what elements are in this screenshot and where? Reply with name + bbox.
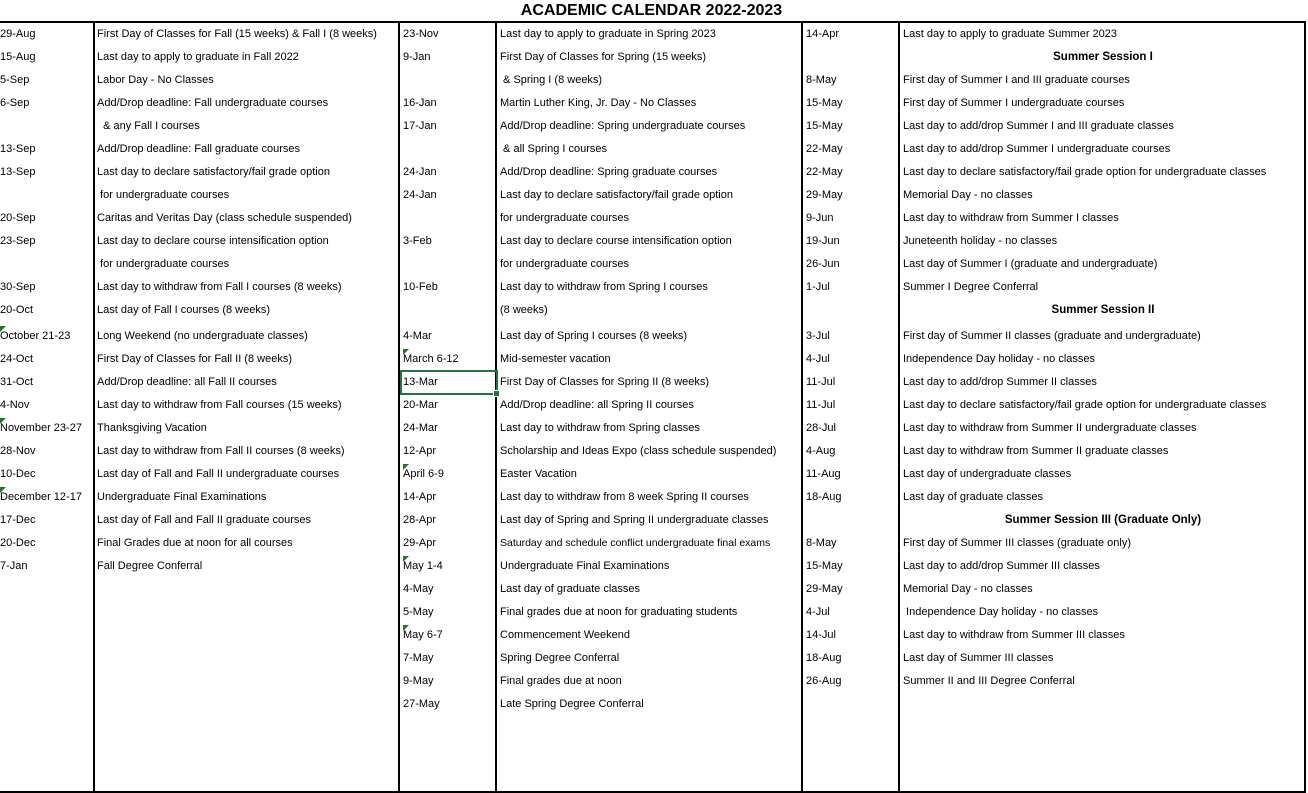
column-divider xyxy=(398,21,400,791)
event-date[interactable]: 11-Jul xyxy=(806,376,836,388)
event-date[interactable]: November 23-27 xyxy=(0,422,82,434)
event-date[interactable]: 8-May xyxy=(806,537,837,549)
event-description[interactable]: Add/Drop deadline: Spring graduate courses xyxy=(500,166,718,178)
event-date[interactable]: 29-Apr xyxy=(403,537,437,549)
event-description[interactable]: Independence Day holiday - no classes xyxy=(903,606,1099,618)
event-description[interactable]: Long Weekend (no undergraduate classes) xyxy=(97,330,308,342)
event-description[interactable]: Last day to add/drop Summer III classes xyxy=(903,560,1100,572)
event-description[interactable]: Last day of Summer I (graduate and undergraduate) xyxy=(903,258,1158,270)
event-date[interactable]: 1-Jul xyxy=(806,281,830,293)
selected-cell-outline xyxy=(400,370,498,395)
event-description[interactable]: Last day to declare satisfactory/fail grade option xyxy=(500,189,733,201)
event-description[interactable]: Final grades due at noon for graduating students xyxy=(500,606,738,618)
event-date[interactable]: May 1-4 xyxy=(403,560,443,572)
event-description[interactable]: Memorial Day - no classes xyxy=(903,583,1033,595)
event-date[interactable]: 4-Mar xyxy=(403,330,432,342)
event-date[interactable]: 10-Dec xyxy=(0,468,36,480)
session-header[interactable]: Summer Session II xyxy=(1051,304,1155,316)
event-date[interactable]: 15-May xyxy=(806,97,843,109)
event-description[interactable]: Final grades due at noon xyxy=(500,675,622,687)
comment-marker-icon xyxy=(403,349,409,355)
event-description[interactable]: Last day to add/drop Summer II classes xyxy=(903,376,1097,388)
event-description[interactable]: Last day of graduate classes xyxy=(500,583,641,595)
event-description[interactable]: Last day of Fall and Fall II graduate courses xyxy=(97,514,312,526)
event-description[interactable]: Caritas and Veritas Day (class schedule suspended) xyxy=(97,212,352,224)
event-date[interactable]: 4-May xyxy=(403,583,434,595)
event-date[interactable]: 13-Sep xyxy=(0,143,36,155)
event-date[interactable]: 4-Jul xyxy=(806,353,830,365)
event-date[interactable]: 5-May xyxy=(403,606,434,618)
event-date[interactable]: 29-Aug xyxy=(0,28,36,40)
event-date[interactable]: 3-Feb xyxy=(403,235,432,247)
comment-marker-icon xyxy=(0,487,6,493)
event-description[interactable]: Last day to withdraw from Summer II undergraduate classes xyxy=(903,422,1197,434)
event-description[interactable]: Last day of Fall I courses (8 weeks) xyxy=(97,304,271,316)
event-date[interactable]: April 6-9 xyxy=(403,468,444,480)
comment-marker-icon xyxy=(403,464,409,470)
event-description[interactable]: First Day of Classes for Spring II (8 weeks) xyxy=(500,376,710,388)
event-description[interactable]: Saturday and schedule conflict undergraduate final exams xyxy=(500,537,771,549)
column-divider xyxy=(898,21,900,791)
event-description[interactable]: & all Spring I courses xyxy=(500,143,607,155)
event-description[interactable]: Labor Day - No Classes xyxy=(97,74,214,86)
event-date[interactable]: 14-Apr xyxy=(403,491,437,503)
event-description[interactable]: Final Grades due at noon for all courses xyxy=(97,537,293,549)
event-description[interactable]: Undergraduate Final Examinations xyxy=(97,491,267,503)
event-description[interactable]: Last day to withdraw from Summer III classes xyxy=(903,629,1125,641)
event-date[interactable]: 22-May xyxy=(806,143,843,155)
event-description[interactable]: Last day to withdraw from 8 week Spring II courses xyxy=(500,491,749,503)
event-date[interactable]: 29-May xyxy=(806,583,843,595)
event-description[interactable]: Memorial Day - no classes xyxy=(903,189,1033,201)
event-date[interactable]: 18-Aug xyxy=(806,652,842,664)
event-date[interactable]: December 12-17 xyxy=(0,491,82,503)
event-description[interactable]: Add/Drop deadline: Fall undergraduate courses xyxy=(97,97,329,109)
event-date[interactable]: 11-Jul xyxy=(806,399,836,411)
event-description[interactable]: Add/Drop deadline: Fall graduate courses xyxy=(97,143,301,155)
session-header[interactable]: Summer Session I xyxy=(1053,51,1153,63)
event-description[interactable]: Add/Drop deadline: Spring undergraduate courses xyxy=(500,120,746,132)
event-date[interactable]: 20-Oct xyxy=(0,304,34,316)
event-date[interactable]: 29-May xyxy=(806,189,843,201)
event-description[interactable]: Last day to declare course intensification option xyxy=(500,235,732,247)
event-description[interactable]: First Day of Classes for Spring (15 weeks) xyxy=(500,51,707,63)
event-date[interactable]: 9-Jun xyxy=(806,212,834,224)
event-description[interactable]: for undergraduate courses xyxy=(500,258,630,270)
event-description[interactable]: Last day to withdraw from Fall courses (15 weeks) xyxy=(97,399,342,411)
event-date[interactable]: 19-Jun xyxy=(806,235,840,247)
event-date[interactable]: 18-Aug xyxy=(806,491,842,503)
calendar-title: ACADEMIC CALENDAR 2022-2023 xyxy=(520,2,783,19)
comment-marker-icon xyxy=(403,556,409,562)
event-date[interactable]: 7-Jan xyxy=(0,560,28,572)
event-date[interactable]: 4-Jul xyxy=(806,606,830,618)
comment-marker-icon xyxy=(0,418,6,424)
event-description[interactable]: Last day to declare course intensification option xyxy=(97,235,329,247)
event-description[interactable]: Fall Degree Conferral xyxy=(97,560,203,572)
event-description[interactable]: Last day to apply to graduate in Spring 2023 xyxy=(500,28,716,40)
event-description[interactable]: for undergraduate courses xyxy=(97,258,230,270)
event-description[interactable]: Last day to declare satisfactory/fail grade option for undergraduate classes xyxy=(903,166,1267,178)
event-date[interactable]: 3-Jul xyxy=(806,330,830,342)
event-date[interactable]: 15-May xyxy=(806,560,843,572)
event-date[interactable]: 6-Sep xyxy=(0,97,30,109)
event-description[interactable]: First Day of Classes for Fall (15 weeks) & Fall I (8 weeks) xyxy=(97,28,377,40)
event-date[interactable]: 13-Mar xyxy=(403,376,438,388)
event-description[interactable]: Last day of Spring and Spring II undergraduate classes xyxy=(500,514,769,526)
comment-marker-icon xyxy=(403,625,409,631)
event-description[interactable]: Last day of Spring I courses (8 weeks) xyxy=(500,330,688,342)
event-description[interactable]: for undergraduate courses xyxy=(500,212,630,224)
event-date[interactable]: 4-Aug xyxy=(806,445,836,457)
event-description[interactable]: & Spring I (8 weeks) xyxy=(500,74,603,86)
event-description[interactable]: Last day to add/drop Summer I undergraduate courses xyxy=(903,143,1171,155)
event-description[interactable]: First Day of Classes for Fall II (8 weeks) xyxy=(97,353,292,365)
event-description[interactable]: Last day to withdraw from Spring I courses xyxy=(500,281,708,293)
event-description[interactable]: Summer II and III Degree Conferral xyxy=(903,675,1075,687)
event-description[interactable]: Spring Degree Conferral xyxy=(500,652,620,664)
event-date[interactable]: 9-May xyxy=(403,675,434,687)
event-description[interactable]: First day of Summer II classes (graduate and undergraduate) xyxy=(903,330,1201,342)
event-description[interactable]: (8 weeks) xyxy=(500,304,548,316)
event-date[interactable]: 11-Aug xyxy=(806,468,841,480)
event-date[interactable]: 23-Nov xyxy=(403,28,439,40)
event-description[interactable]: Last day to withdraw from Fall II courses (8 weeks) xyxy=(97,445,345,457)
column-divider xyxy=(93,21,95,791)
event-date[interactable]: 10-Feb xyxy=(403,281,438,293)
event-description[interactable]: & any Fall I courses xyxy=(97,120,200,132)
event-description[interactable]: Add/Drop deadline: all Fall II courses xyxy=(97,376,277,388)
event-date[interactable]: 30-Sep xyxy=(0,281,36,293)
event-date[interactable]: 4-Nov xyxy=(0,399,30,411)
event-date[interactable]: October 21-23 xyxy=(0,330,71,342)
event-date[interactable]: 27-May xyxy=(403,698,440,710)
event-description[interactable]: Mid-semester vacation xyxy=(500,353,611,365)
event-date[interactable]: 9-Jan xyxy=(403,51,431,63)
event-description[interactable]: Juneteenth holiday - no classes xyxy=(903,235,1058,247)
event-description[interactable]: Last day to apply to graduate Summer 2023 xyxy=(903,28,1118,40)
event-description[interactable]: Last day to apply to graduate in Fall 2022 xyxy=(97,51,299,63)
event-description[interactable]: Last day to withdraw from Summer I classes xyxy=(903,212,1119,224)
event-date[interactable]: 24-Jan xyxy=(403,189,437,201)
event-description[interactable]: Thanksgiving Vacation xyxy=(97,422,207,434)
event-date[interactable]: 15-Aug xyxy=(0,51,36,63)
event-description[interactable]: First day of Summer I and III graduate courses xyxy=(903,74,1130,86)
session-header[interactable]: Summer Session III (Graduate Only) xyxy=(1004,514,1202,526)
event-description[interactable]: for undergraduate courses xyxy=(97,189,230,201)
event-date[interactable]: 28-Apr xyxy=(403,514,437,526)
event-date[interactable]: 20-Dec xyxy=(0,537,36,549)
event-date[interactable]: 13-Sep xyxy=(0,166,36,178)
event-description[interactable]: Last day of Summer III classes xyxy=(903,652,1054,664)
event-date[interactable]: 17-Dec xyxy=(0,514,36,526)
event-description[interactable]: Last day to declare satisfactory/fail grade option xyxy=(97,166,330,178)
event-date[interactable]: March 6-12 xyxy=(403,353,459,365)
event-date[interactable]: 24-Jan xyxy=(403,166,437,178)
event-date[interactable]: 26-Aug xyxy=(806,675,842,687)
event-date[interactable]: 20-Sep xyxy=(0,212,36,224)
event-description[interactable]: First day of Summer III classes (graduate only) xyxy=(903,537,1132,549)
event-date[interactable]: 14-Jul xyxy=(806,629,836,641)
event-description[interactable]: Last day to withdraw from Spring classes xyxy=(500,422,700,434)
event-date[interactable]: 7-May xyxy=(403,652,434,664)
event-description[interactable]: Scholarship and Ideas Expo (class schedule suspended) xyxy=(500,445,777,457)
event-date[interactable]: 28-Jul xyxy=(806,422,836,434)
event-description[interactable]: Late Spring Degree Conferral xyxy=(500,698,644,710)
event-description[interactable]: Add/Drop deadline: all Spring II courses xyxy=(500,399,694,411)
event-date[interactable]: 26-Jun xyxy=(806,258,840,270)
event-description[interactable]: Easter Vacation xyxy=(500,468,577,480)
event-description[interactable]: Last day of graduate classes xyxy=(903,491,1044,503)
event-description[interactable]: Undergraduate Final Examinations xyxy=(500,560,670,572)
event-description[interactable]: Last day of Fall and Fall II undergraduate courses xyxy=(97,468,340,480)
event-description[interactable]: Last day to withdraw from Fall I courses (8 weeks) xyxy=(97,281,342,293)
event-description[interactable]: Commencement Weekend xyxy=(500,629,631,641)
event-description[interactable]: First day of Summer I undergraduate courses xyxy=(903,97,1125,109)
event-date[interactable]: 28-Nov xyxy=(0,445,36,457)
event-date[interactable]: 17-Jan xyxy=(403,120,437,132)
event-date[interactable]: May 6-7 xyxy=(403,629,443,641)
event-date[interactable]: 5-Sep xyxy=(0,74,30,86)
column-divider xyxy=(495,21,497,791)
event-description[interactable]: Last day to add/drop Summer I and III graduate classes xyxy=(903,120,1174,132)
event-date[interactable]: 16-Jan xyxy=(403,97,437,109)
comment-marker-icon xyxy=(0,326,6,332)
event-description[interactable]: Summer I Degree Conferral xyxy=(903,281,1039,293)
event-description[interactable]: Martin Luther King, Jr. Day - No Classes xyxy=(500,97,697,109)
event-date[interactable]: 14-Apr xyxy=(806,28,840,40)
event-date[interactable]: 12-Apr xyxy=(403,445,437,457)
event-date[interactable]: 15-May xyxy=(806,120,843,132)
event-date[interactable]: 20-Mar xyxy=(403,399,438,411)
event-description[interactable]: Last day to declare satisfactory/fail grade option for undergraduate classes xyxy=(903,399,1267,411)
event-description[interactable]: Independence Day holiday - no classes xyxy=(903,353,1096,365)
event-date[interactable]: 31-Oct xyxy=(0,376,34,388)
event-description[interactable]: Last day of undergraduate classes xyxy=(903,468,1072,480)
event-date[interactable]: 24-Oct xyxy=(0,353,34,365)
event-date[interactable]: 23-Sep xyxy=(0,235,36,247)
event-date[interactable]: 24-Mar xyxy=(403,422,438,434)
event-date[interactable]: 22-May xyxy=(806,166,843,178)
column-divider xyxy=(801,21,803,791)
event-description[interactable]: Last day to withdraw from Summer II graduate classes xyxy=(903,445,1169,457)
event-date[interactable]: 8-May xyxy=(806,74,837,86)
